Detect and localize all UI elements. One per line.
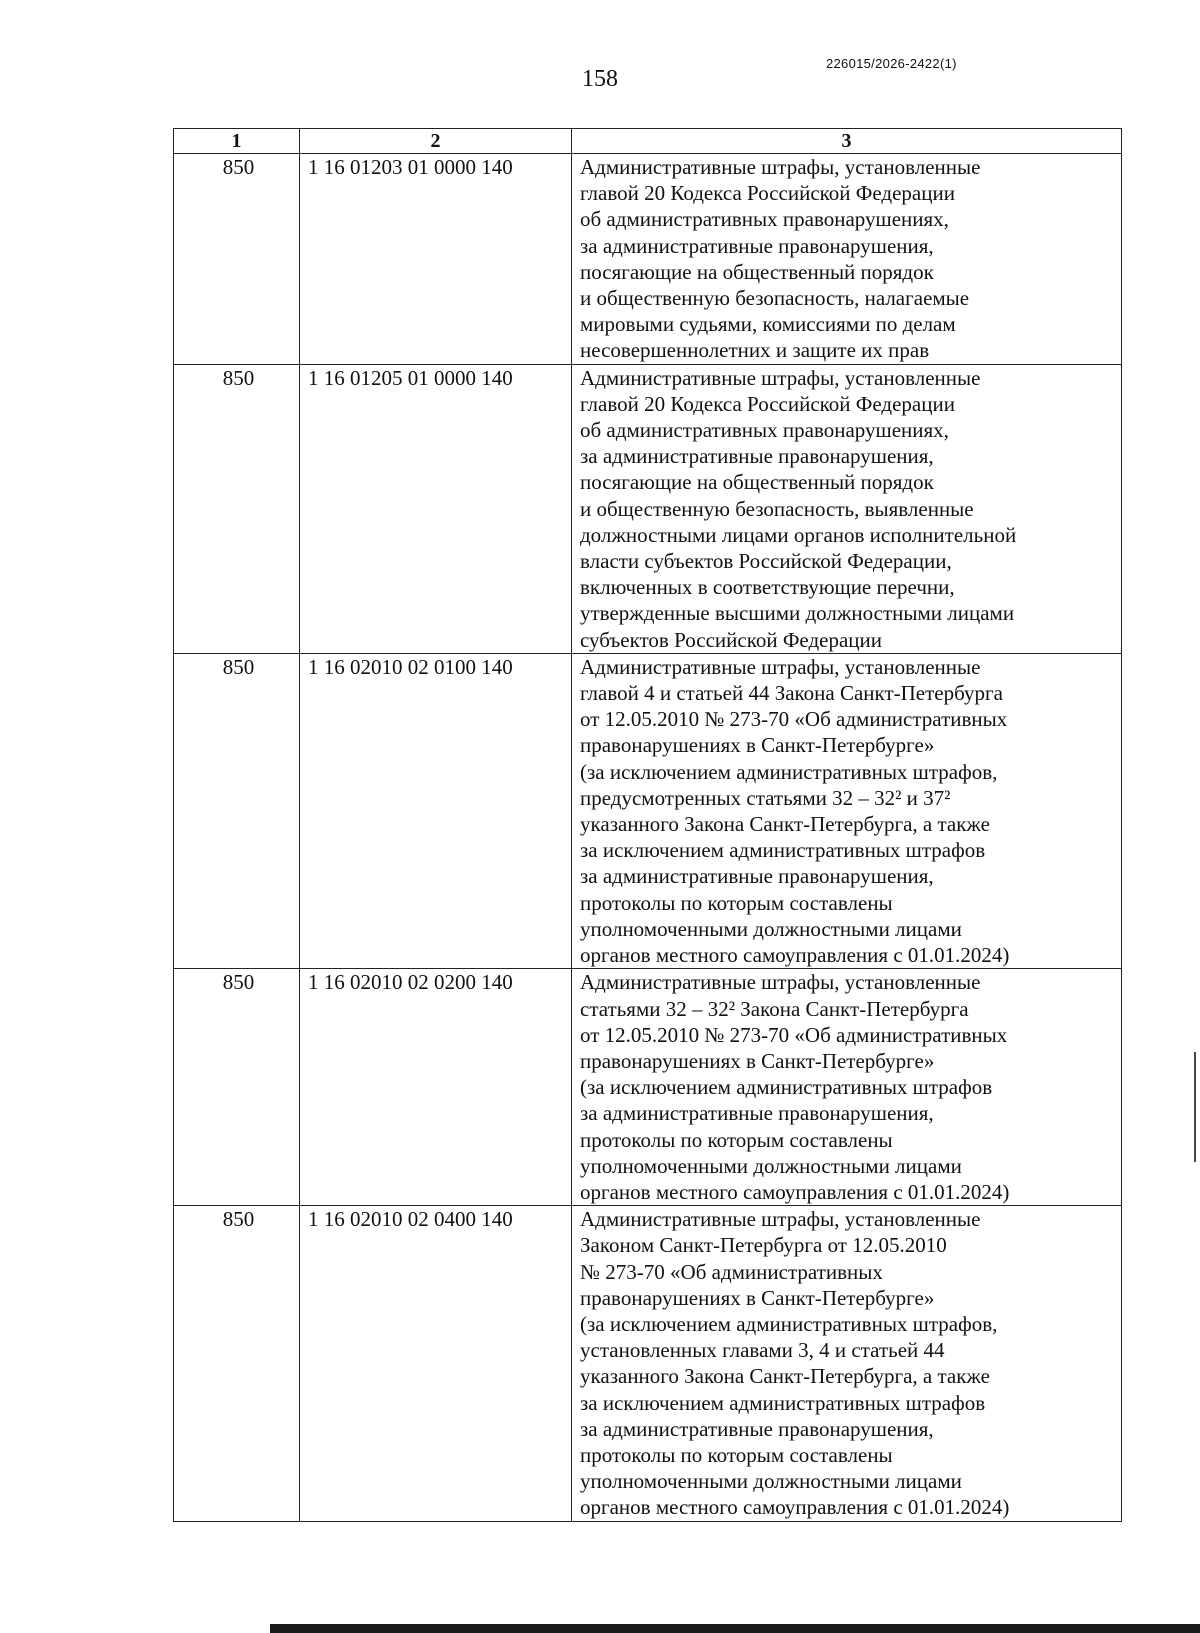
description-line: уполномоченными должностными лицами bbox=[580, 1469, 962, 1494]
scan-edge-mark bbox=[1194, 1052, 1196, 1162]
revenue-codes-table bbox=[173, 128, 1122, 1522]
budget-code-cell: 1 16 01205 01 0000 140 bbox=[300, 364, 572, 653]
budget-code-cell: 1 16 01203 01 0000 140 bbox=[300, 154, 572, 365]
description-line: за административные правонарушения, bbox=[580, 1101, 934, 1126]
description-line: посягающие на общественный порядок bbox=[580, 259, 934, 284]
budget-code-cell: 1 16 02010 02 0100 140 bbox=[300, 653, 572, 968]
table-row bbox=[174, 154, 1122, 365]
page-number: 158 bbox=[582, 66, 618, 92]
column-header-2: 2 bbox=[300, 129, 572, 154]
description-line: главой 4 и статьей 44 Закона Санкт-Петербурга bbox=[580, 681, 1003, 706]
description-line: от 12.05.2010 № 273-70 «Об административных bbox=[580, 1022, 1008, 1047]
admin-code-cell: 850 bbox=[174, 364, 300, 653]
description-line: уполномоченными должностными лицами bbox=[580, 916, 962, 941]
description-line: Административные штрафы, установленные bbox=[580, 970, 981, 995]
description-line: за административные правонарушения, bbox=[580, 444, 934, 469]
table-row bbox=[174, 1206, 1122, 1521]
description-cell bbox=[572, 1206, 1122, 1521]
admin-code-cell: 850 bbox=[174, 1206, 300, 1521]
description-line: мировыми судьями, комиссиями по делам bbox=[580, 312, 956, 337]
description-line: установленных главами 3, 4 и статьей 44 bbox=[580, 1338, 945, 1363]
description-line: протоколы по которым составлены bbox=[580, 1127, 893, 1152]
description-line: правонарушениях в Санкт-Петербурге» bbox=[580, 1285, 935, 1310]
description-line: утвержденные высшими должностными лицами bbox=[580, 601, 1015, 626]
description-cell bbox=[572, 154, 1122, 365]
budget-code-cell: 1 16 02010 02 0200 140 bbox=[300, 969, 572, 1206]
description-line: статьями 32 – 32² Закона Санкт-Петербурга bbox=[580, 996, 969, 1021]
budget-code-cell: 1 16 02010 02 0400 140 bbox=[300, 1206, 572, 1521]
description-line: № 273-70 «Об административных bbox=[580, 1259, 883, 1284]
scan-bottom-edge bbox=[270, 1624, 1200, 1633]
column-header-3: 3 bbox=[572, 129, 1122, 154]
description-cell bbox=[572, 653, 1122, 968]
table-row bbox=[174, 364, 1122, 653]
table-row bbox=[174, 653, 1122, 968]
description-line: правонарушениях в Санкт-Петербурге» bbox=[580, 1048, 935, 1073]
description-line: за исключением административных штрафов bbox=[580, 838, 986, 863]
admin-code-cell: 850 bbox=[174, 653, 300, 968]
description-line: должностными лицами органов исполнительной bbox=[580, 522, 1017, 547]
description-line: за исключением административных штрафов bbox=[580, 1390, 986, 1415]
description-line: и общественную безопасность, выявленные bbox=[580, 496, 974, 521]
description-line: органов местного самоуправления с 01.01.2024) bbox=[580, 1179, 1010, 1204]
table-row bbox=[174, 969, 1122, 1206]
description-line: посягающие на общественный порядок bbox=[580, 470, 934, 495]
description-cell bbox=[572, 969, 1122, 1206]
description-line: субъектов Российской Федерации bbox=[580, 627, 883, 652]
table-header-row bbox=[174, 129, 1122, 154]
description-line: протоколы по которым составлены bbox=[580, 890, 893, 915]
description-line: Законом Санкт-Петербурга от 12.05.2010 bbox=[580, 1233, 947, 1258]
description-line: главой 20 Кодекса Российской Федерации bbox=[580, 181, 955, 206]
description-line: об административных правонарушениях, bbox=[580, 418, 949, 443]
description-line: и общественную безопасность, налагаемые bbox=[580, 286, 970, 311]
description-line: за административные правонарушения, bbox=[580, 864, 934, 889]
description-line: органов местного самоуправления с 01.01.2024) bbox=[580, 943, 1010, 968]
description-line: включенных в соответствующие перечни, bbox=[580, 575, 955, 600]
description-line: уполномоченными должностными лицами bbox=[580, 1153, 962, 1178]
description-line: Административные штрафы, установленные bbox=[580, 1207, 981, 1232]
description-line: указанного Закона Санкт-Петербурга, а также bbox=[580, 812, 990, 837]
description-line: указанного Закона Санкт-Петербурга, а также bbox=[580, 1364, 990, 1389]
description-line: Административные штрафы, установленные bbox=[580, 155, 981, 179]
description-line: предусмотренных статьями 32 – 32² и 37² bbox=[580, 785, 951, 810]
description-line: несовершеннолетних и защите их прав bbox=[580, 338, 930, 363]
document-code: 226015/2026-2422(1) bbox=[826, 56, 957, 71]
description-line: об административных правонарушениях, bbox=[580, 207, 949, 232]
description-line: от 12.05.2010 № 273-70 «Об административных bbox=[580, 707, 1008, 732]
description-line: Административные штрафы, установленные bbox=[580, 654, 981, 679]
description-line: Административные штрафы, установленные bbox=[580, 365, 981, 390]
description-line: за административные правонарушения, bbox=[580, 1416, 934, 1441]
description-line: (за исключением административных штрафов bbox=[580, 1075, 993, 1100]
description-line: органов местного самоуправления с 01.01.2024) bbox=[580, 1495, 1010, 1520]
description-line: (за исключением административных штрафов, bbox=[580, 759, 998, 784]
description-line: власти субъектов Российской Федерации, bbox=[580, 549, 952, 574]
description-line: за административные правонарушения, bbox=[580, 233, 934, 258]
column-header-1: 1 bbox=[174, 129, 300, 154]
description-cell bbox=[572, 364, 1122, 653]
description-line: главой 20 Кодекса Российской Федерации bbox=[580, 391, 955, 416]
admin-code-cell: 850 bbox=[174, 154, 300, 365]
description-line: протоколы по которым составлены bbox=[580, 1442, 893, 1467]
description-line: (за исключением административных штрафов, bbox=[580, 1311, 998, 1336]
table-body bbox=[174, 154, 1122, 1522]
admin-code-cell: 850 bbox=[174, 969, 300, 1206]
description-line: правонарушениях в Санкт-Петербурге» bbox=[580, 733, 935, 758]
